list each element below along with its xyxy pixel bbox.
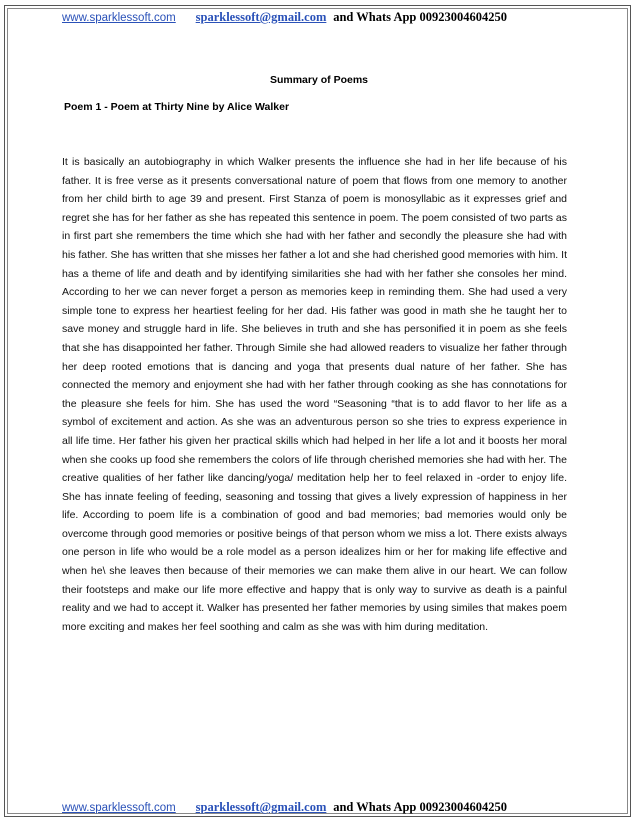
header-whatsapp-text: and Whats App 00923004604250 [333,10,508,24]
header-email-link[interactable]: sparklessoft@gmail.com [195,10,327,24]
footer-site-link[interactable]: www.sparklessoft.com [62,802,176,814]
document-title: Summary of Poems [269,74,369,86]
summary-paragraph: It is basically an autobiography in which Walker presents the influence she had in her life because of his father. It is free verse as it presents conversational nature of poem that flows from one memory to another from her child birth to age 39 and present. First Stanza of poem is monosyllabic as it expresses grief and regret she has for her father as she has repeated this sentence in poem. The poem consisted of two parts as in first part she remembers the time which she had with her father and secondly the pleasure she had with his father. She has written that she misses her father a lot and she had cherished good memories with him. It has a theme of life and death and by identifying similarities she had with her father she consoles her mind. According to her we can never forget a person as memories keep in reminding them. She had used a very simple tone to express her heartiest feeling for her dad. His father was good in math she he taught her to save money and struggle hard in life. She believes in truth and she has personified it in poem as she feels that she has disappointed her father. Through Simile she had allowed readers to visualize her father through her deep rooted emotions that is dancing and yoga that presents dual nature of her father. She has connected the memory and enjoyment she had with her father through cooking as she has connotations for the pleasure she feels for him. She has used the word “Seasoning “that is to add flavor to her life as a symbol of excitement and action. As she was an adventurous person so she tries to express experience in all life time. Her father his given her practical skills which had helped in her life a lot and it boosts her moral when she cooks up food she remembers the colors of life through cherished memories she had with her. The creative qualities of her father like dancing/yoga/ meditation help her to feel relaxed in -order to enjoy life. She has innate feeling of feeding, seasoning and tossing that gives a lively expression of happiness in her life. According to poem life is a combination of good and bad memories; bad memories would only be overcome through good memories or positive beings of that person whom we miss a lot. There exists always one person in life who would be a role model as a person idealizes him or her for making life effective and when he\ she leaves then because of their memories we can make them alive in our heart. We can follow their footsteps and make our life more effective and happy that is only way to survive as death is a painful reality and we had to accept it. Walker has presented her father memories by using similes that makes poem more exciting and makes her feel soothing and calm as she was with him during meditation. [62,156,567,633]
poem-heading: Poem 1 - Poem at Thirty Nine by Alice Walker [64,101,290,113]
page-header [62,9,582,25]
footer-email-link[interactable]: sparklessoft@gmail.com [195,800,327,814]
footer-whatsapp-text: and Whats App 00923004604250 [333,800,508,814]
header-site-link[interactable]: www.sparklessoft.com [62,12,176,24]
page-footer [62,799,582,815]
